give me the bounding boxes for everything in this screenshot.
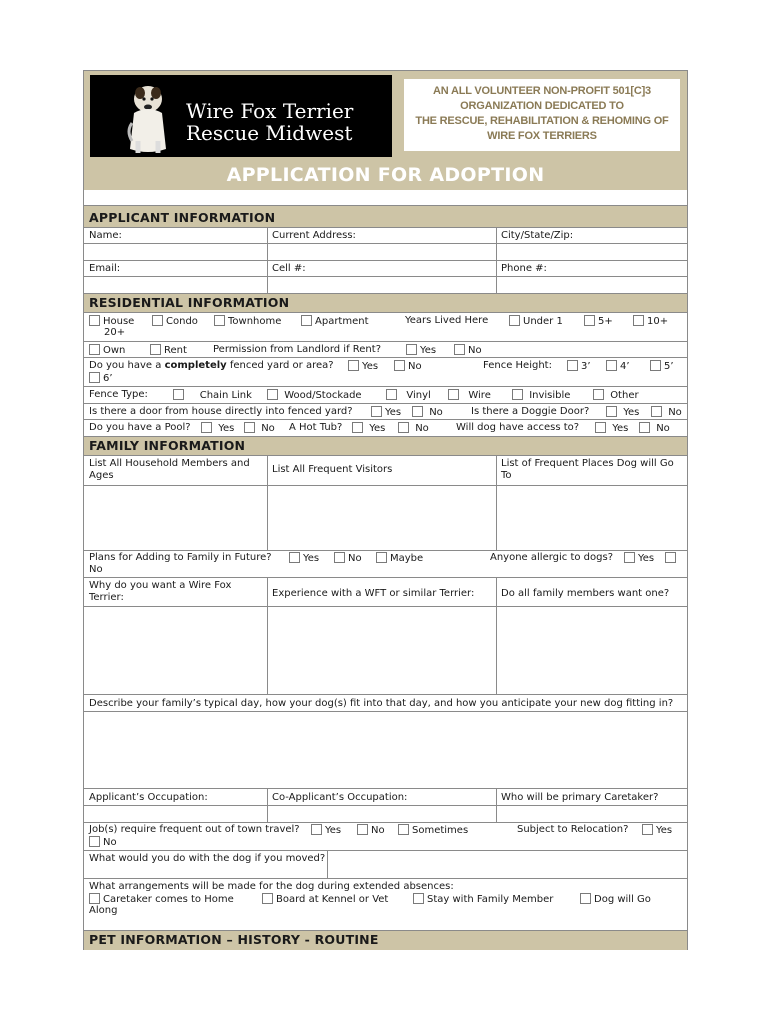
no-label: No	[371, 825, 385, 836]
no-label: No	[261, 423, 275, 434]
email-label: Email:	[89, 263, 121, 274]
caretaker-home-label: Caretaker comes to Home	[103, 894, 234, 905]
permission-yes-checkbox[interactable]	[406, 344, 417, 355]
hottub-yes-checkbox[interactable]	[352, 422, 363, 433]
pool-no-checkbox[interactable]	[244, 422, 255, 433]
travel-yes[interactable]	[311, 824, 341, 837]
fenced-q-part1: Do you have a	[89, 360, 165, 371]
plans-question: Plans for Adding to Family in Future?	[89, 552, 272, 563]
height-6-option[interactable]	[89, 372, 113, 385]
door-yes[interactable]	[371, 406, 401, 419]
relocation-question: Subject to Relocation?	[517, 824, 629, 835]
kennel-label: Board at Kennel or Vet	[276, 894, 389, 905]
kennel-option[interactable]	[262, 893, 388, 906]
permission-no[interactable]	[454, 344, 482, 357]
allergic-yes[interactable]	[624, 552, 654, 565]
maybe-label: Maybe	[390, 553, 424, 564]
allergic-no-label: No	[89, 564, 103, 575]
height-3-option[interactable]	[567, 360, 591, 373]
own-checkbox[interactable]	[89, 344, 100, 355]
family-member-option[interactable]	[413, 893, 553, 906]
height-4-checkbox[interactable]	[606, 360, 617, 371]
own-label: Own	[103, 345, 126, 356]
house-label: House	[103, 316, 135, 327]
apartment-option[interactable]	[301, 315, 369, 328]
pool-yes-checkbox[interactable]	[201, 422, 212, 433]
plans-no-checkbox[interactable]	[334, 552, 345, 563]
tagline-line: AN ALL VOLUNTEER NON-PROFIT 501[C]3	[433, 85, 651, 97]
moved-question: What would you do with the dog if you moved?	[89, 853, 326, 864]
section-pet: PET INFORMATION – HISTORY - ROUTINE	[84, 931, 687, 950]
height-3-checkbox[interactable]	[567, 360, 578, 371]
plans-yes-checkbox[interactable]	[289, 552, 300, 563]
door-question: Is there a door from house directly into fenced yard?	[89, 406, 353, 417]
no-label: No	[656, 423, 670, 434]
dog-go-label: Dog will Go	[594, 894, 651, 905]
doggie-door-question: Is there a Doggie Door?	[471, 406, 590, 417]
travel-question: Job(s) require frequent out of town travel?	[89, 824, 300, 835]
relocation-yes[interactable]	[642, 824, 672, 837]
no-label: No	[103, 837, 117, 848]
own-option[interactable]	[89, 344, 125, 357]
absences-question: What arrangements will be made for the dog during extended absences:	[89, 881, 454, 892]
yes-label: Yes	[638, 553, 655, 564]
doggie-yes-checkbox[interactable]	[606, 406, 617, 417]
plans-maybe-checkbox[interactable]	[376, 552, 387, 563]
members-label: List All Household Members and Ages	[89, 458, 250, 481]
yes-label: Yes	[325, 825, 342, 836]
no-label: No	[429, 407, 443, 418]
yes-label: Yes	[623, 407, 640, 418]
wood-checkbox[interactable]	[267, 389, 278, 400]
travel-no-checkbox[interactable]	[357, 824, 368, 835]
height-5-checkbox[interactable]	[650, 360, 661, 371]
pool-no[interactable]	[244, 422, 275, 435]
permission-no-checkbox[interactable]	[454, 344, 465, 355]
plans-maybe[interactable]	[376, 552, 423, 565]
pool-question: Do you have a Pool?	[89, 422, 191, 433]
hottub-yes[interactable]	[352, 422, 385, 435]
cell-label: Cell #:	[272, 263, 306, 274]
relocation-yes-checkbox[interactable]	[642, 824, 653, 835]
tagline-line: THE RESCUE, REHABILITATION & REHOMING OF	[415, 115, 669, 127]
fenced-q-part2: fenced yard or area?	[226, 360, 334, 371]
section-family: FAMILY INFORMATION	[84, 437, 687, 455]
door-yes-checkbox[interactable]	[371, 406, 382, 417]
fenced-yes[interactable]	[348, 360, 378, 373]
hottub-no[interactable]	[398, 422, 429, 435]
doggie-yes[interactable]	[606, 406, 639, 419]
other-checkbox[interactable]	[593, 389, 604, 400]
doggie-no-checkbox[interactable]	[651, 406, 662, 417]
yes-label: Yes	[218, 423, 235, 434]
wood-label: Wood/Stockade	[284, 390, 362, 401]
name-label: Name:	[89, 230, 122, 241]
height-5-option[interactable]	[650, 360, 674, 373]
wire-checkbox[interactable]	[448, 389, 459, 400]
terrier-dog-icon	[118, 79, 180, 155]
fenced-yes-checkbox[interactable]	[348, 360, 359, 371]
apartment-label: Apartment	[315, 316, 369, 327]
chain-option[interactable]	[173, 389, 252, 402]
wire-option[interactable]	[448, 389, 491, 402]
kennel-checkbox[interactable]	[262, 893, 273, 904]
travel-sometimes[interactable]	[398, 824, 468, 837]
fence-height-label: Fence Height:	[483, 360, 552, 371]
yes-label: Yes	[362, 361, 379, 372]
wood-option[interactable]	[267, 389, 362, 402]
travel-sometimes-checkbox[interactable]	[398, 824, 409, 835]
access-no[interactable]	[639, 422, 670, 435]
access-yes-checkbox[interactable]	[595, 422, 606, 433]
all-want-question: Do all family members want one?	[501, 588, 670, 599]
yes-label: Yes	[612, 423, 629, 434]
other-label: Other	[610, 390, 639, 401]
org-name-line1: Wire Fox Terrier	[186, 99, 354, 123]
access-no-checkbox[interactable]	[639, 422, 650, 433]
visitors-label: List All Frequent Visitors	[272, 464, 393, 475]
fence-type-label: Fence Type:	[89, 389, 148, 400]
why-question: Why do you want a Wire Fox Terrier:	[89, 580, 232, 603]
house-checkbox[interactable]	[89, 315, 100, 326]
townhome-option[interactable]	[214, 315, 281, 328]
townhome-label: Townhome	[228, 316, 282, 327]
access-question: Will dog have access to?	[456, 422, 580, 433]
relocation-no-checkbox[interactable]	[89, 836, 100, 847]
allergic-question: Anyone allergic to dogs?	[490, 552, 614, 563]
address-label: Current Address:	[272, 230, 356, 241]
vinyl-label: Vinyl	[406, 390, 431, 401]
wire-label: Wire	[468, 390, 491, 401]
height-4-label: 4’	[620, 361, 630, 372]
page-title: APPLICATION FOR ADOPTION	[84, 161, 687, 190]
invisible-option[interactable]	[512, 389, 570, 402]
five-plus-label: 5+	[598, 316, 613, 327]
chain-label: Chain Link	[199, 390, 252, 401]
tagline-line: WIRE FOX TERRIERS	[487, 130, 597, 142]
dog-go-checkbox[interactable]	[580, 893, 591, 904]
yes-label: Yes	[303, 553, 320, 564]
co-occupation-label: Co-Applicant’s Occupation:	[272, 792, 408, 803]
height-6-label: 6’	[103, 373, 113, 384]
header-band	[84, 71, 687, 161]
access-yes[interactable]	[595, 422, 628, 435]
org-tagline	[404, 79, 680, 151]
other-option[interactable]	[593, 389, 639, 402]
org-name-line2: Rescue Midwest	[186, 121, 353, 145]
sometimes-label: Sometimes	[412, 825, 469, 836]
travel-no[interactable]	[357, 824, 385, 837]
allergic-no-checkbox[interactable]	[665, 552, 676, 563]
hottub-no-checkbox[interactable]	[398, 422, 409, 433]
section-applicant: APPLICANT INFORMATION	[84, 209, 687, 227]
logo-small-text	[276, 81, 356, 89]
door-no-checkbox[interactable]	[412, 406, 423, 417]
ten-plus-option[interactable]	[633, 315, 668, 328]
twenty-plus-label: 20+	[104, 327, 126, 338]
permission-question: Permission from Landlord if Rent?	[213, 344, 382, 355]
under1-checkbox[interactable]	[509, 315, 520, 326]
rent-checkbox[interactable]	[150, 344, 161, 355]
blank-row[interactable]	[84, 190, 687, 206]
phone-label: Phone #:	[501, 263, 547, 274]
townhome-checkbox[interactable]	[214, 315, 225, 326]
invisible-checkbox[interactable]	[512, 389, 523, 400]
fenced-q-bold: completely	[164, 360, 227, 371]
relocation-no[interactable]	[89, 836, 117, 849]
travel-yes-checkbox[interactable]	[311, 824, 322, 835]
caretaker-label: Who will be primary Caretaker?	[501, 792, 659, 803]
under1-option[interactable]	[509, 315, 563, 328]
dog-go-option[interactable]	[580, 893, 651, 906]
yes-label: Yes	[656, 825, 673, 836]
chain-checkbox[interactable]	[173, 389, 184, 400]
yes-label: Yes	[420, 345, 437, 356]
allergic-no-checkbox-wrap[interactable]	[665, 552, 679, 565]
family-member-label: Stay with Family Member	[427, 894, 554, 905]
fenced-no[interactable]	[394, 360, 422, 373]
no-label: No	[668, 407, 682, 418]
height-4-option[interactable]	[606, 360, 630, 373]
no-label: No	[348, 553, 362, 564]
five-plus-option[interactable]	[584, 315, 613, 328]
doggie-no[interactable]	[651, 406, 682, 419]
rent-option[interactable]	[150, 344, 187, 357]
ten-plus-label: 10+	[647, 316, 669, 327]
height-6-checkbox[interactable]	[89, 372, 100, 383]
height-3-label: 3’	[581, 361, 591, 372]
family-member-checkbox[interactable]	[413, 893, 424, 904]
door-no[interactable]	[412, 406, 443, 419]
org-logo	[90, 75, 392, 157]
ten-plus-checkbox[interactable]	[633, 315, 644, 326]
height-5-label: 5’	[664, 361, 674, 372]
condo-checkbox[interactable]	[152, 315, 163, 326]
yes-label: Yes	[369, 423, 386, 434]
vinyl-checkbox[interactable]	[386, 389, 397, 400]
fenced-question	[89, 360, 334, 372]
experience-question: Experience with a WFT or similar Terrier:	[272, 588, 475, 599]
plans-yes[interactable]	[289, 552, 319, 565]
under1-label: Under 1	[523, 316, 563, 327]
adoption-form	[83, 70, 688, 950]
places-label: List of Frequent Places Dog will Go To	[501, 458, 674, 481]
five-plus-checkbox[interactable]	[584, 315, 595, 326]
vinyl-option[interactable]	[386, 389, 431, 402]
caretaker-home-checkbox[interactable]	[89, 893, 100, 904]
city-label: City/State/Zip:	[501, 230, 574, 241]
apartment-checkbox[interactable]	[301, 315, 312, 326]
pool-yes[interactable]	[201, 422, 234, 435]
fenced-no-checkbox[interactable]	[394, 360, 405, 371]
no-label: No	[415, 423, 429, 434]
allergic-yes-checkbox[interactable]	[624, 552, 635, 563]
no-label: No	[408, 361, 422, 372]
invisible-label: Invisible	[529, 390, 571, 401]
tagline-line: ORGANIZATION DEDICATED TO	[460, 100, 624, 112]
typical-day-question: Describe your family’s typical day, how your dog(s) fit into that day, and how you anticipate your new dog fitting in?	[89, 698, 674, 709]
section-residential: RESIDENTIAL INFORMATION	[84, 294, 687, 312]
rent-label: Rent	[164, 345, 187, 356]
hottub-question: A Hot Tub?	[289, 422, 343, 433]
plans-no[interactable]	[334, 552, 362, 565]
yes-label: Yes	[385, 407, 402, 418]
no-label: No	[468, 345, 482, 356]
condo-label: Condo	[166, 316, 198, 327]
years-lived-label: Years Lived Here	[405, 315, 489, 326]
occupation-label: Applicant’s Occupation:	[89, 792, 208, 803]
along-label: Along	[89, 905, 118, 916]
condo-option[interactable]	[152, 315, 198, 328]
permission-yes[interactable]	[406, 344, 436, 357]
